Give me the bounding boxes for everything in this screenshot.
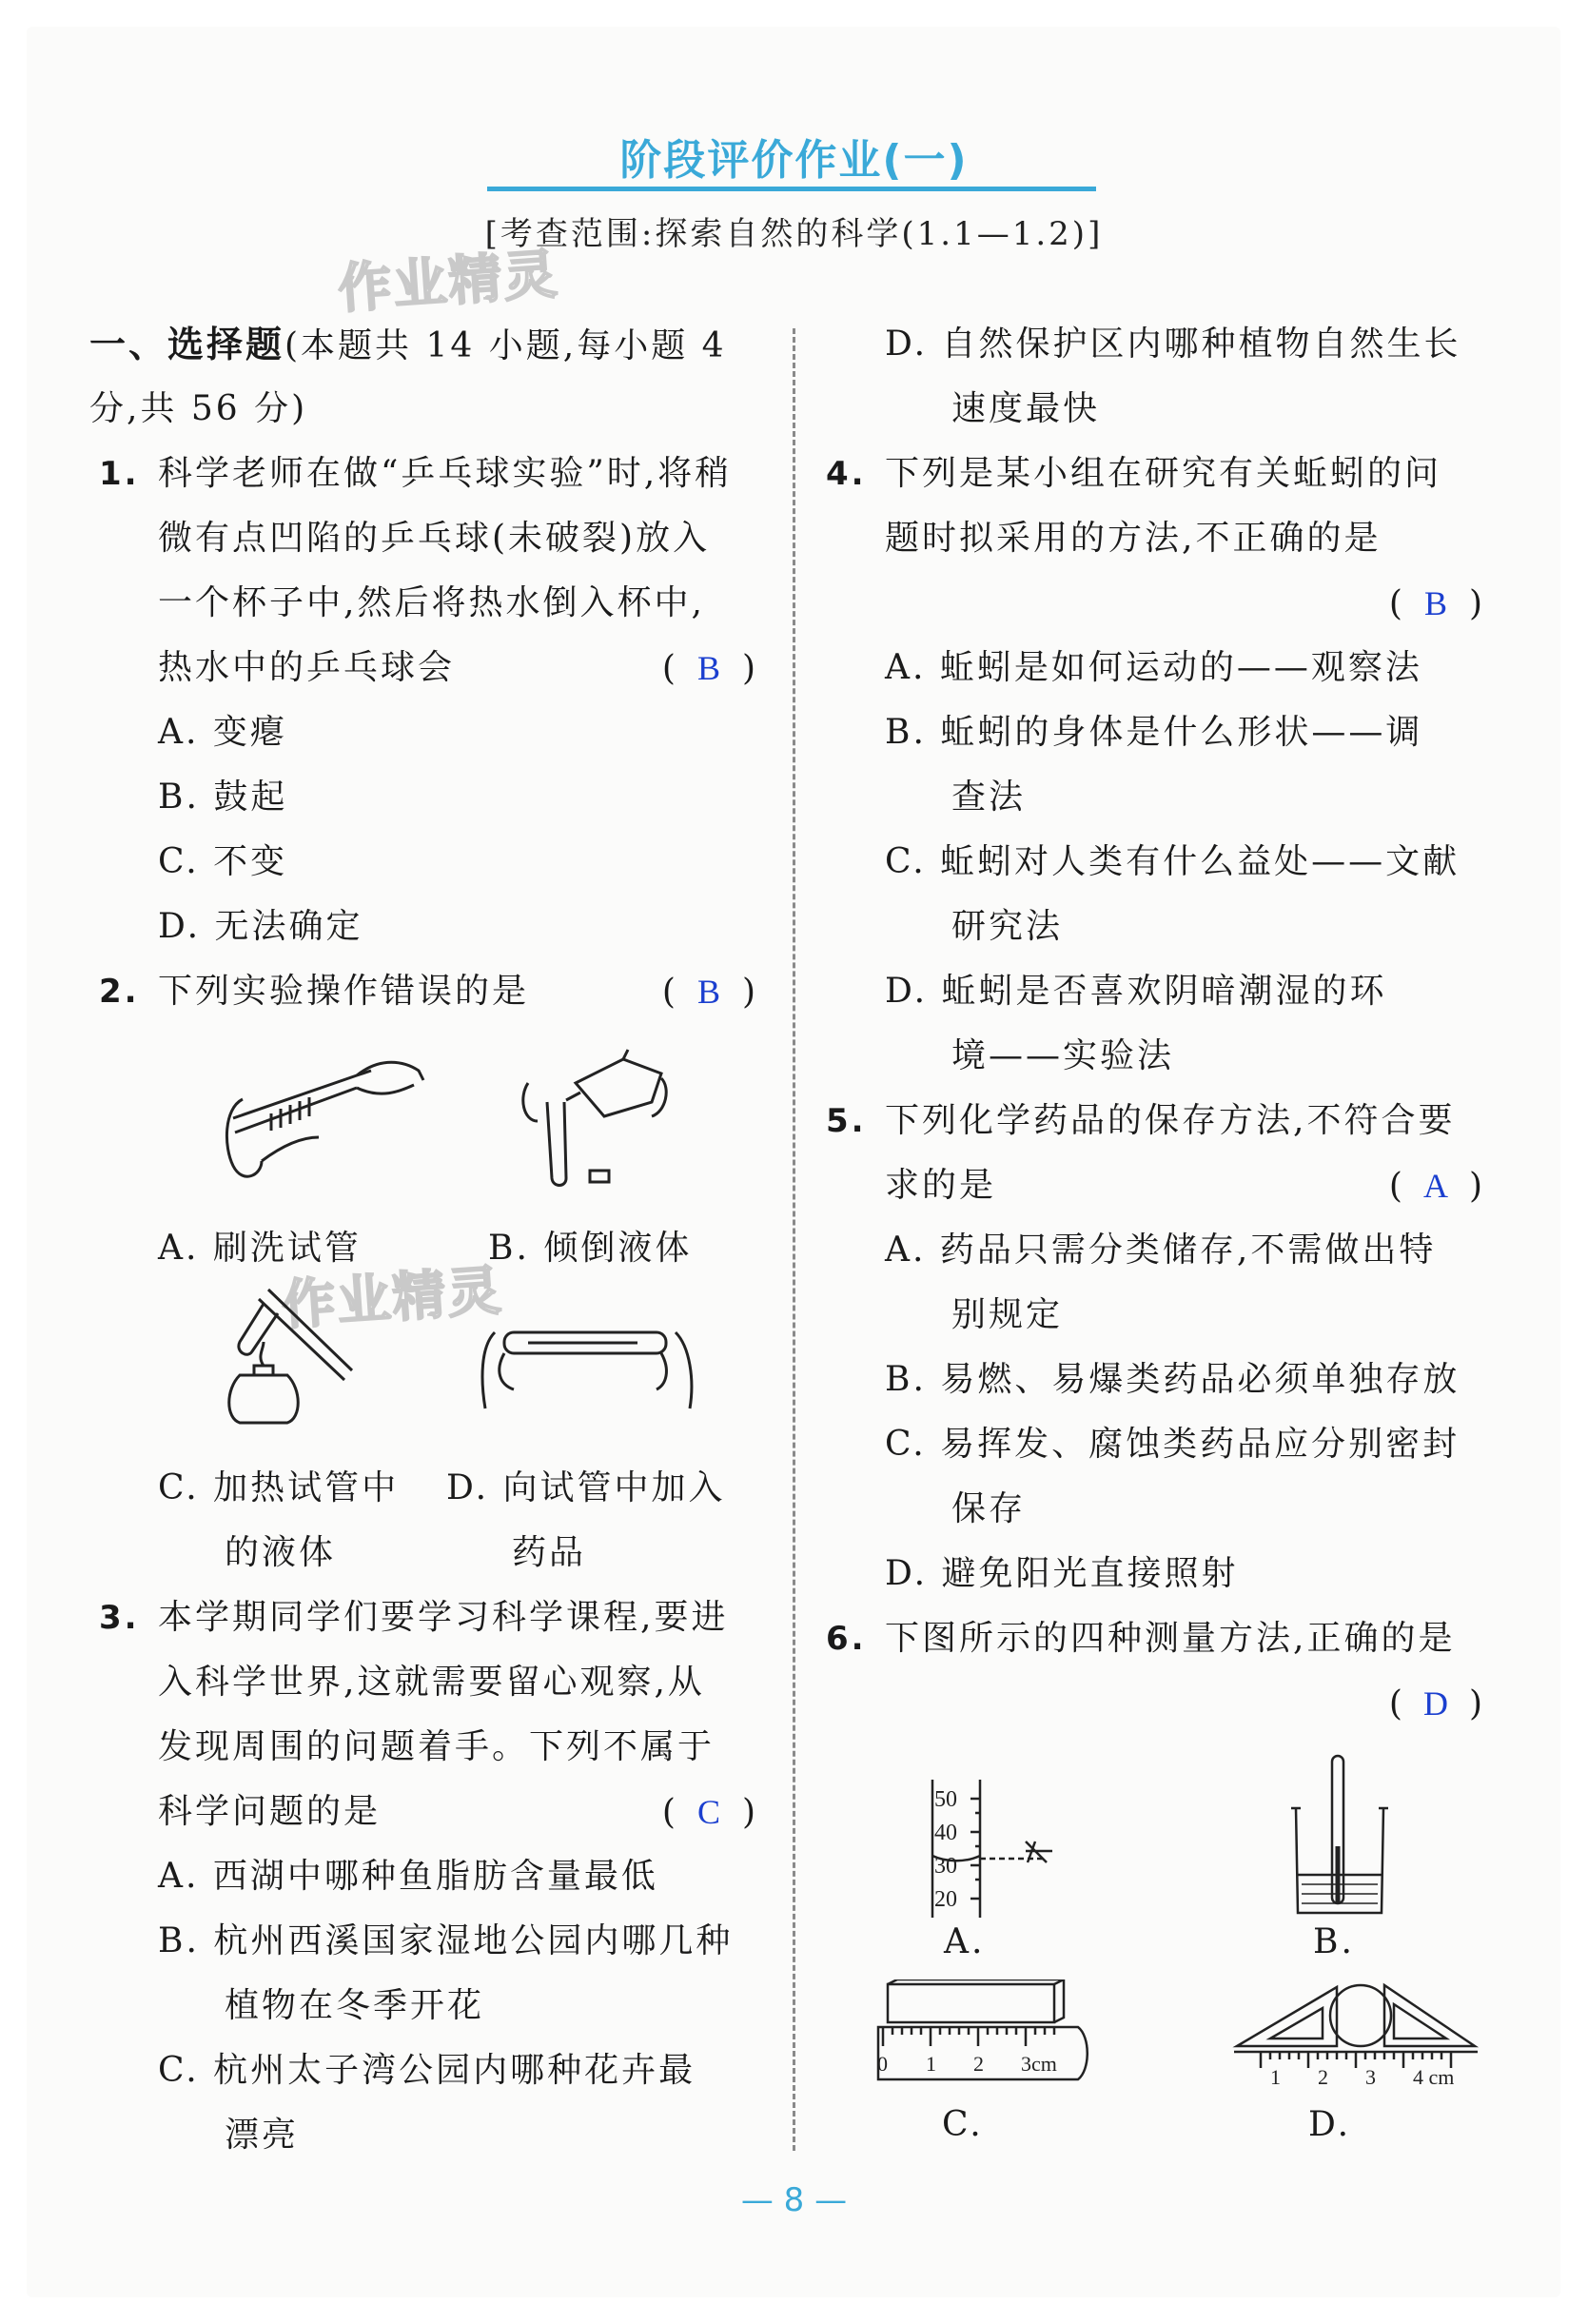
option: 研究法 (951, 907, 1064, 946)
figure-label: A. 刷洗试管 (158, 1229, 362, 1268)
figure-labels: C. 加热试管中 D. 向试管中加入 (158, 1468, 726, 1507)
cylinder-tick: 40 (934, 1821, 957, 1845)
option: A. 西湖中哪种鱼脂肪含量最低 (158, 1857, 658, 1896)
option: C. 杭州太子湾公园内哪种花卉最 (158, 2051, 696, 2090)
ruler-tick: 3cm (1021, 2052, 1057, 2076)
option: D. 避免阳光直接照射 (885, 1554, 1239, 1593)
title-underline (487, 187, 1096, 191)
ruler-block-figure (873, 1979, 1092, 2084)
option: 保存 (951, 1489, 1027, 1528)
option: C. 不变 (158, 842, 288, 881)
section-heading: 一、选择题(本题共 14 小题,每小题 4 (89, 324, 727, 365)
question-text: 一个杯子中,然后将热水倒入杯中, (158, 583, 705, 622)
watermark: 作业精灵 (336, 243, 561, 322)
answer-value: B (1423, 584, 1447, 622)
figure-label: B. 倾倒液体 (488, 1229, 693, 1268)
ruler-tick: 1 (1270, 2065, 1281, 2087)
cylinder-tick: 50 (934, 1787, 957, 1812)
option: D. 自然保护区内哪种植物自然生长 (885, 325, 1461, 364)
pour-liquid-figure (509, 1045, 676, 1192)
page-number: — 8 — (740, 2181, 848, 2219)
answer-line (826, 1671, 1482, 1736)
option: A. 变瘪 (158, 713, 287, 752)
question-text: 微有点凹陷的乒乓球(未破裂)放入 (158, 519, 711, 558)
question-text: 入科学世界,这就需要留心观察,从 (158, 1663, 705, 1702)
figure-label: A. (944, 1922, 986, 1961)
answer-value: B (696, 649, 720, 687)
ruler-tick: 0 (877, 2052, 888, 2076)
option: B. 易燃、易爆类药品必须单独存放 (885, 1360, 1461, 1399)
answer-box: ( D ) (1389, 1671, 1482, 1737)
option: A. 蚯蚓是如何运动的——观察法 (885, 648, 1422, 687)
figure-labels: 的液体 药品 (225, 1533, 587, 1572)
question-4: 4. 下列是某小组在研究有关蚯蚓的问 (826, 454, 1442, 493)
left-column-lower (99, 1456, 755, 2168)
option: 查法 (951, 778, 1027, 817)
ruler-tick: 4 cm (1413, 2065, 1455, 2087)
ruler-tick: 1 (926, 2052, 936, 2076)
answer-value: C (696, 1793, 720, 1831)
question-5: 5. 下列化学药品的保存方法,不符合要 (826, 1101, 1456, 1140)
answer-box: ( B ) (662, 959, 755, 1025)
answer-value: B (696, 973, 720, 1011)
figure-label: C. (942, 2105, 984, 2144)
add-drug-figure (476, 1294, 695, 1428)
ruler-tick: 2 (973, 2052, 984, 2076)
option: 速度最快 (951, 389, 1101, 428)
answer-box: ( A ) (1389, 1153, 1482, 1219)
section-desc: 分,共 56 分) (89, 389, 308, 428)
answer-value: D (1422, 1684, 1448, 1723)
left-column (89, 312, 755, 1024)
option: 漂亮 (225, 2116, 300, 2155)
question-text: 热水中的乒乓球会 ( B ) (99, 636, 755, 700)
cylinder-tick: 20 (934, 1887, 957, 1912)
heat-test-tube-figure (221, 1275, 363, 1428)
column-divider (793, 328, 795, 2151)
option: 植物在冬季开花 (225, 1986, 485, 2025)
ruler-tick: 3 (1365, 2065, 1376, 2087)
question-1: 1. 科学老师在做“乒乓球实验”时,将稍 (99, 454, 733, 493)
figure-label: B. (1313, 1922, 1355, 1961)
answer-value: A (1422, 1167, 1448, 1205)
answer-box: ( C ) (662, 1780, 755, 1845)
page-title: 阶段评价作业(一) (619, 136, 969, 185)
answer-box: ( B ) (1389, 571, 1482, 637)
option: C. 蚯蚓对人类有什么益处——文献 (885, 842, 1461, 881)
option: B. 杭州西溪国家湿地公园内哪几种 (158, 1921, 734, 1960)
exam-scope: [考查范围:探索自然的科学(1.1—1.2)] (484, 215, 1104, 253)
graduated-cylinder-figure (913, 1775, 1075, 1927)
option: B. 蚯蚓的身体是什么形状——调 (885, 713, 1423, 752)
right-column (826, 312, 1482, 1736)
question-text: 题时拟采用的方法,不正确的是 (885, 519, 1382, 558)
question-text: 科学问题的是 ( C ) (99, 1780, 755, 1844)
option: A. 药品只需分类储存,不需做出特 (885, 1231, 1437, 1270)
option: D. 蚯蚓是否喜欢阴暗潮湿的环 (885, 972, 1387, 1011)
thermometer-beaker-figure (1286, 1751, 1391, 1922)
option: 别规定 (951, 1295, 1064, 1334)
question-text: 求的是 ( A ) (826, 1153, 1482, 1218)
answer-line (826, 571, 1482, 636)
question-text: 发现周围的问题着手。下列不属于 (158, 1727, 716, 1766)
option: D. 无法确定 (158, 907, 363, 946)
option: C. 易挥发、腐蚀类药品应分别密封 (885, 1425, 1461, 1464)
option: 境——实验法 (951, 1036, 1175, 1075)
option: B. 鼓起 (158, 778, 288, 817)
answer-box: ( B ) (662, 636, 755, 701)
ruler-tick: 2 (1318, 2065, 1328, 2087)
question-3: 3. 本学期同学们要学习科学课程,要进 (99, 1598, 729, 1637)
watermark: 作业精灵 (280, 1259, 505, 1338)
figure-label: D. (1308, 2105, 1352, 2144)
cylinder-tick: 30 (934, 1854, 957, 1879)
triangle-rulers-circle-figure (1232, 1978, 1480, 2087)
question-6: 6. 下图所示的四种测量方法,正确的是 (826, 1619, 1456, 1658)
question-2: 2. 下列实验操作错误的是 ( B ) (99, 959, 755, 1024)
brush-test-tube-figure (214, 1042, 433, 1190)
